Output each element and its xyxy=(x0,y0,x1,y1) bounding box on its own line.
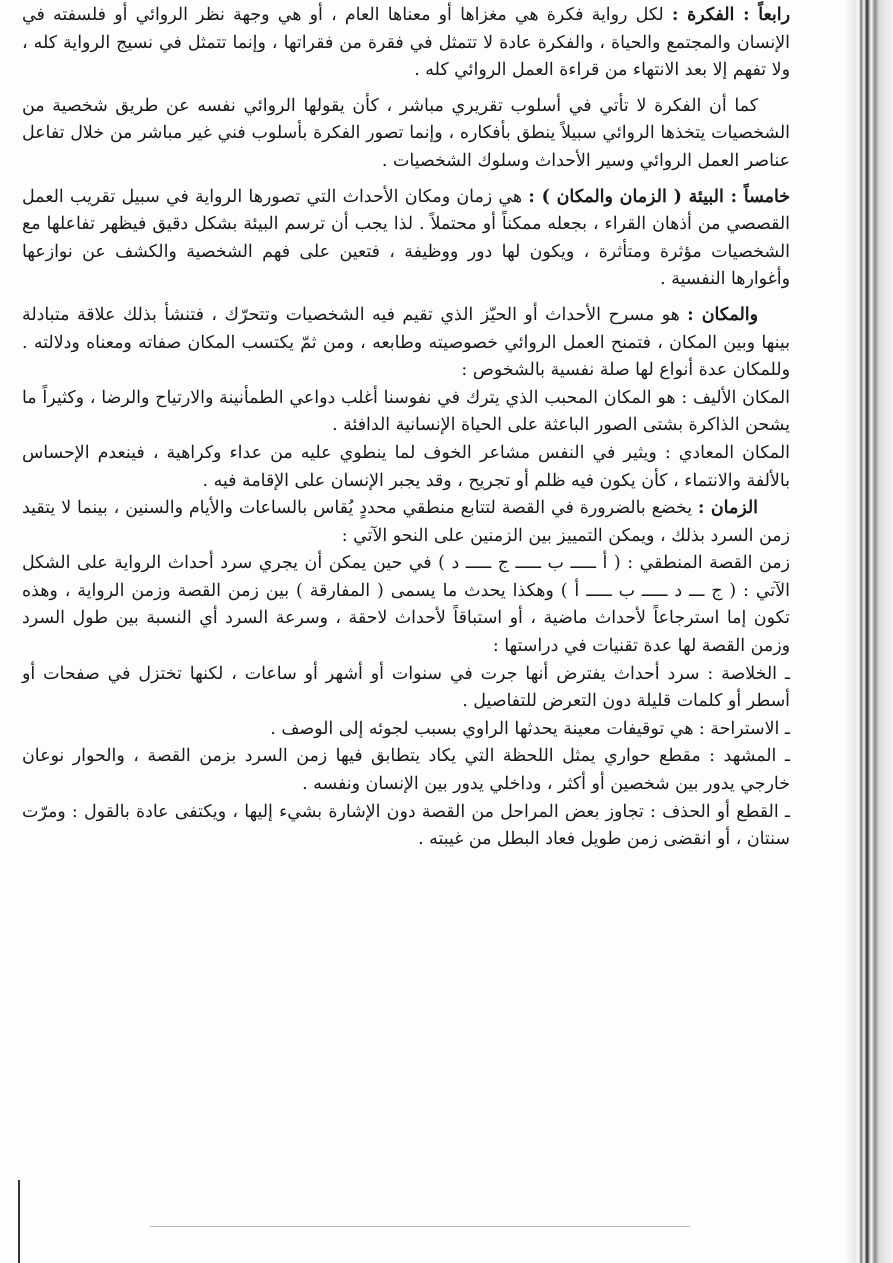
environment-text: هي زمان ومكان الأحداث التي تصورها الرواية في سبيل تقريب العمل القصصي من أذهان القراء ، بجعله ممكناً أو محتملاً . لذا يجب أن ترسم البيئة بشكل دقيق فيظهر تفاعلها مع الشخصيات مؤثرة ومتأثرة ، ويكون لها دور ووظيفة ، فتعين على فهم الشخصية والكشف عن نوازعها وأغوارها النفسية . xyxy=(22,186,790,290)
book-spine-edge xyxy=(845,0,893,1263)
bottom-rule xyxy=(150,1226,690,1227)
time-heading: الزمان : xyxy=(698,498,759,519)
logical-time-paragraph: زمن القصة المنطقي : ( أ ـــــ ب ـــــ ج ـــــ د ) في حين يمكن أن يجري سرد أحداث الرواية على الشكل الآتي : ( ج ـــ د ـــــ ب ـــــ أ ) وهكذا يحدث ما يسمى ( المفارقة ) بين زمن القصة وزمن الرواية ، وهذه تكون إما استرجاعاً لأحداث ماضية ، أو استباقاً لأحداث لاحقة ، وسرعة السرد أي النسبة بين طول السرد وزمن القصة لها عدة تقنيات في دراستها : xyxy=(22,553,790,657)
time-paragraph xyxy=(22,495,790,550)
idea-paragraph-2: كما أن الفكرة لا تأتي في أسلوب تقريري مباشر ، كأن يقولها الروائي نفسه عن طريق شخصية من الشخصيات يتخذها الروائي سبيلاً ينطق بأفكاره ، وإنما تصور الفكرة بأسلوب فني غير مباشر من خلال تفاعل عناصر العمل الروائي وسير الأحداث وسلوك الشخصيات . xyxy=(22,95,790,171)
place-text: هو مسرح الأحداث أو الحيّز الذي تقيم فيه الشخصيات وتتحرّك ، فتنشأ بذلك علاقة متبادلة بينها وبين المكان ، فتمنح العمل الروائي خصوصيته وطابعه ، ومن ثمّ يكتسب المكان صفاته ومعناه ودلالته . وللمكان عدة أنواع لها صلة نفسية بالشخوص : xyxy=(22,304,790,381)
technique-pause: ـ الاستراحة : هي توقيفات معينة يحدثها الراوي بسبب لجوئه إلى الوصف . xyxy=(270,718,790,739)
time-text: يخضع بالضرورة في القصة لتتابع منطقي محددٍ يُقاس بالساعات والأيام والسنين ، بينما لا يتقيد زمن السرد بذلك ، ويمكن التمييز بين الزمنين على النحو الآتي : xyxy=(22,498,790,546)
idea-paragraph xyxy=(22,2,790,85)
hostile-place-paragraph: المكان المعادي : ويثير في النفس مشاعر الخوف لما ينطوي عليه من عداء وكراهية ، فينعدم الإحساس بالألفة والانتماء ، كأن يكون فيه ظلم أو تجريح ، وقد يجبر الإنسان على الإقامة فيه . xyxy=(22,442,790,491)
environment-heading: خامساً : البيئة ( الزمان والمكان ) : xyxy=(528,186,791,207)
place-paragraph xyxy=(22,302,790,385)
idea-text: لكل رواية فكرة هي مغزاها أو معناها العام ، أو هي وجهة نظر الروائي أو فلسفته في الإنسان والمجتمع والحياة ، والفكرة عادة لا تتمثل في فقرة من فقراتها ، وإنما تتمثل في نسيج الرواية كله ، ولا تفهم إلا بعد الانتهاء من قراءة العمل الروائي كله . xyxy=(22,5,790,81)
page-body xyxy=(22,2,790,854)
familiar-place-paragraph: المكان الأليف : هو المكان المحبب الذي يترك في نفوسنا أغلب دواعي الطمأنينة والارتياح والرضا ، وكثيراً ما يشحن الذاكرة بشتى الصور الباعثة على الحياة الإنسانية الدافئة . xyxy=(22,387,790,436)
environment-paragraph xyxy=(22,184,790,294)
technique-summary: ـ الخلاصة : سرد أحداث يفترض أنها جرت في سنوات أو أشهر أو ساعات ، لكنها تختزل في صفحات أو أسطر أو كلمات قليلة دون التعرض للتفاصيل . xyxy=(22,663,790,712)
place-heading: والمكان : xyxy=(687,304,758,325)
technique-scene: ـ المشهد : مقطع حواري يمثل اللحظة التي يكاد يتطابق فيها زمن السرد بزمن القصة ، والحوار نوعان خارجي يدور بين شخصين أو أكثر ، وداخلي يدور بين الإنسان ونفسه . xyxy=(22,746,790,795)
left-margin-line xyxy=(18,1180,20,1263)
idea-heading: رابعاً : الفكرة : xyxy=(671,5,790,25)
technique-ellipsis: ـ القطع أو الحذف : تجاوز بعض المراحل من القصة دون الإشارة بشيء إليها ، ويكتفى عادة بالقول : ومرّت سنتان ، أو انقضى زمن طويل فعاد البطل من غيبته . xyxy=(22,801,790,850)
